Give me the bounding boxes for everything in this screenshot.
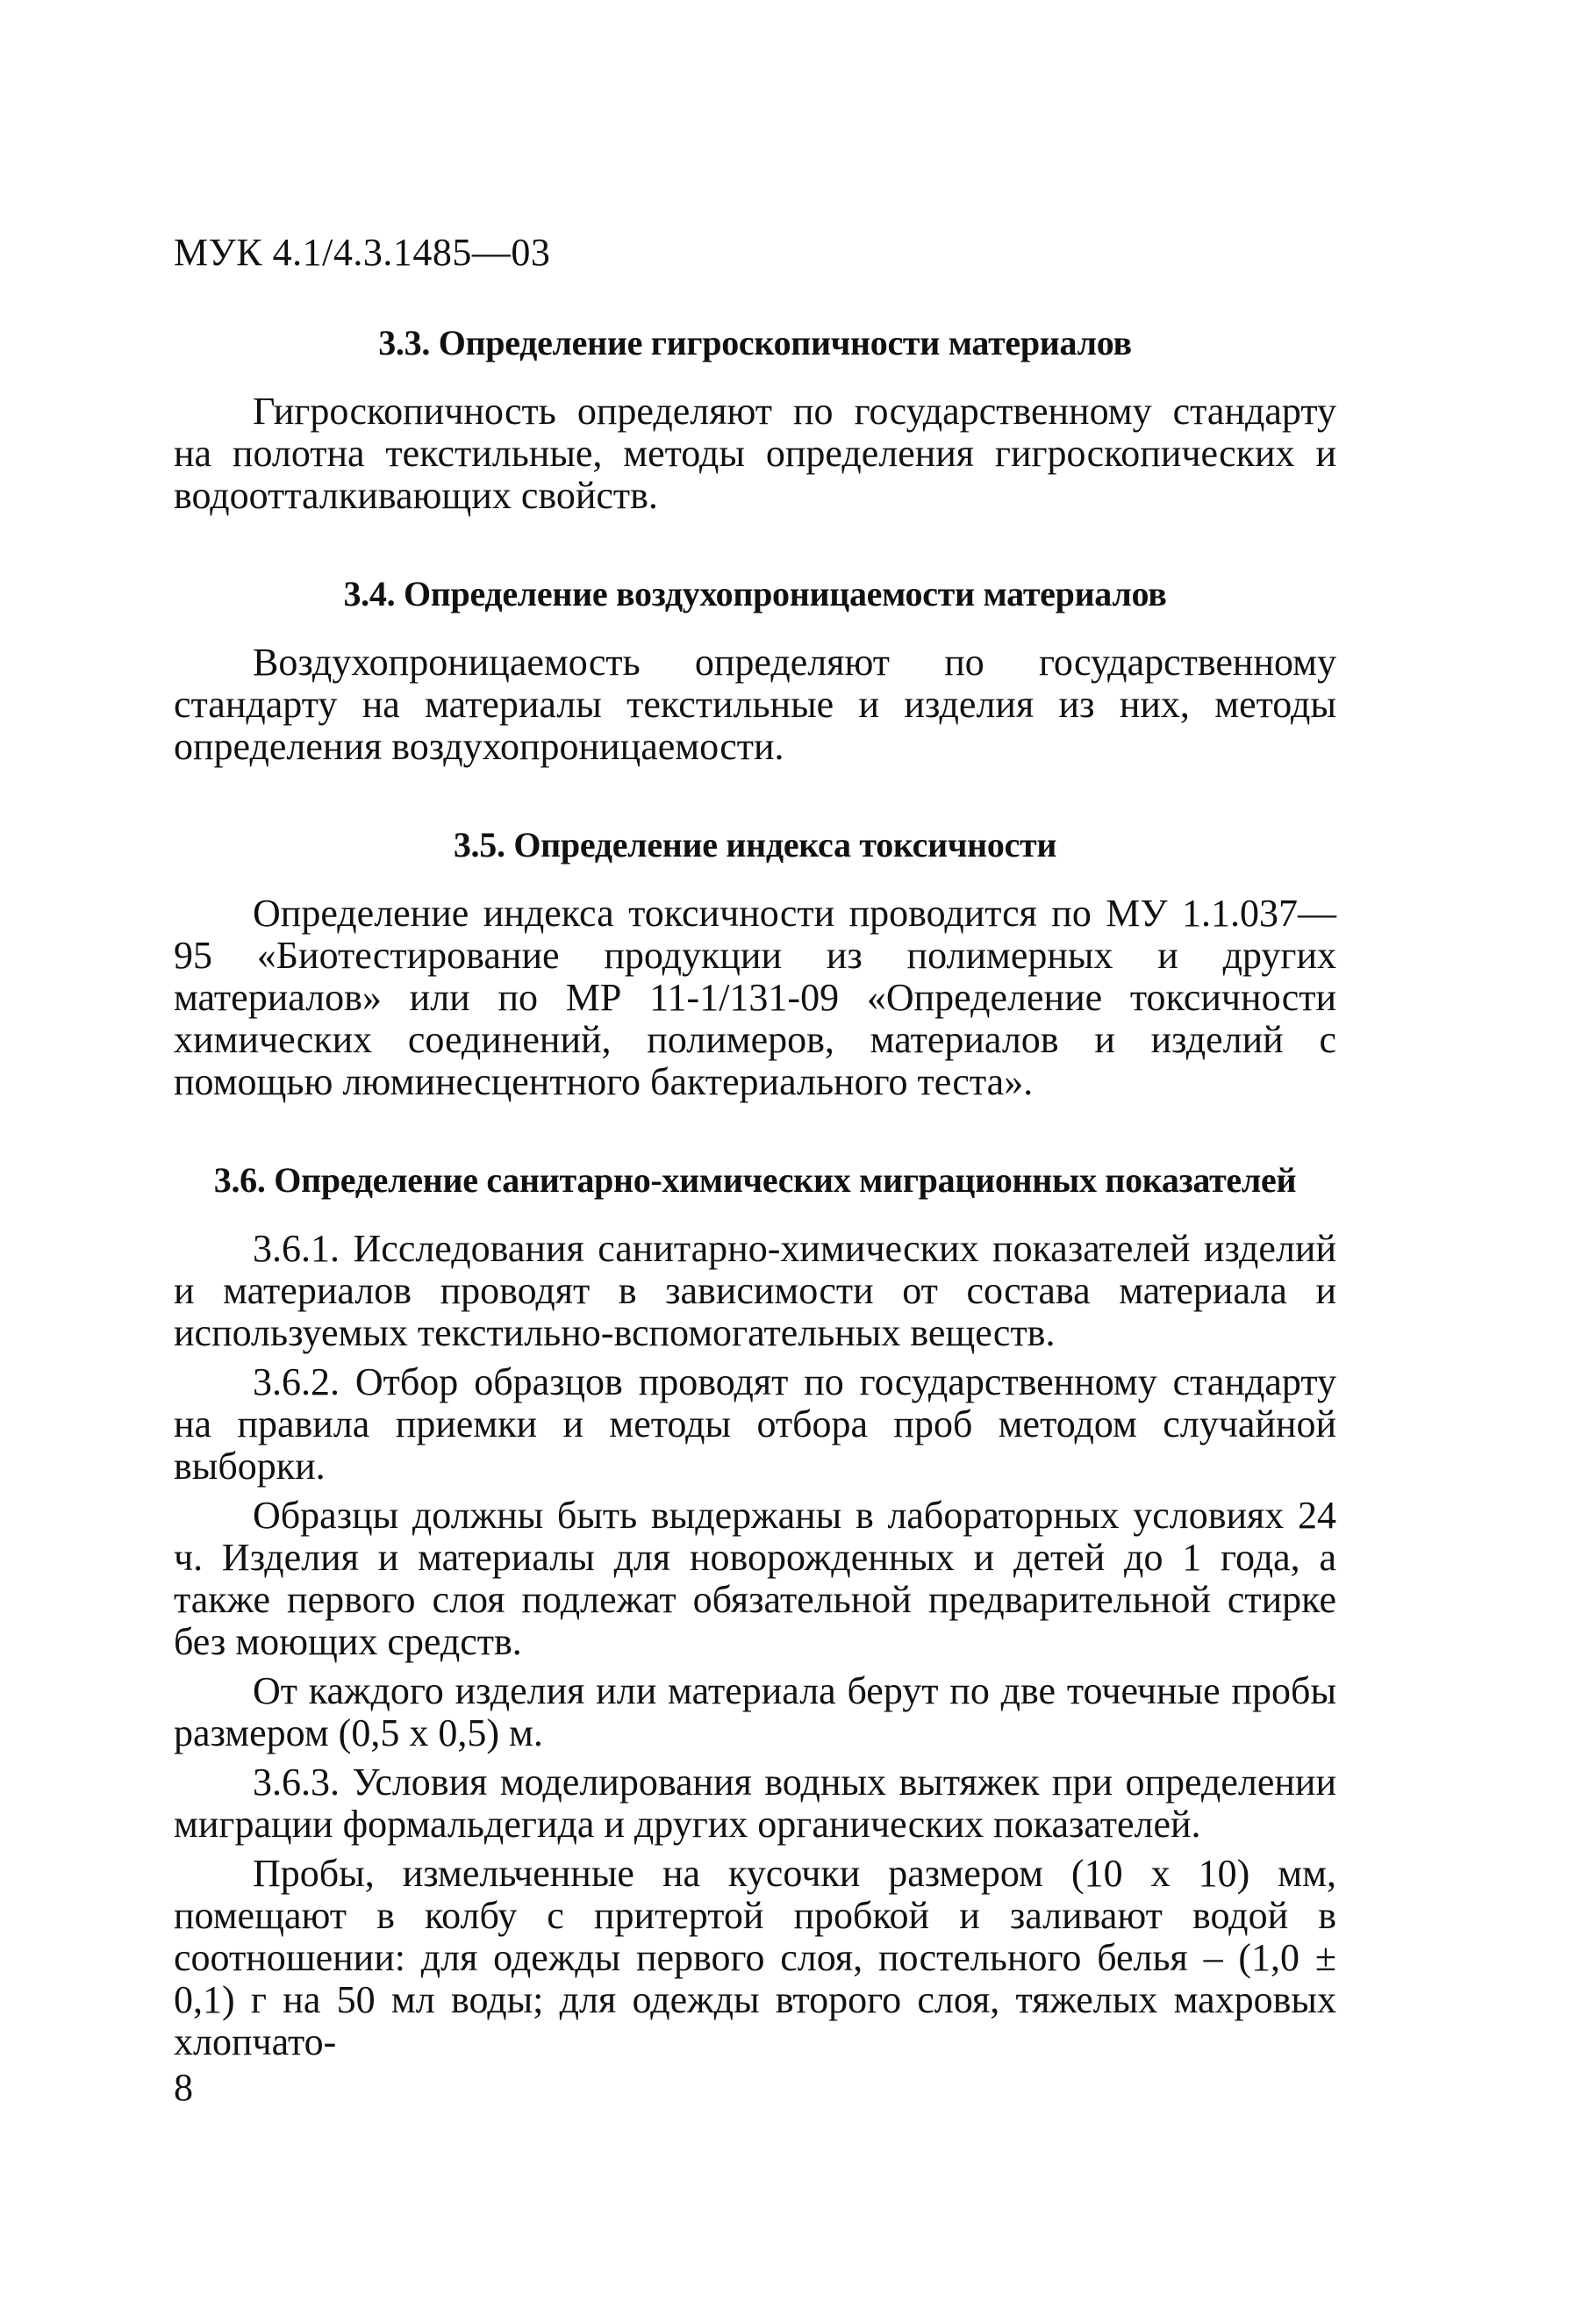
paragraph: 3.6.2. Отбор образцов проводят по государственному стандарту на правила приемки и методы отбора проб методом случайной выборки. xyxy=(174,1360,1336,1488)
document-code: МУК 4.1/4.3.1485—03 xyxy=(174,231,551,274)
paragraph: Воздухопроницаемость определяют по государственному стандарту на материалы текстильные и изделия из них, методы определения воздухопроницаемости. xyxy=(174,641,1336,768)
section-3-5 xyxy=(174,822,1336,1103)
paragraph: Пробы, измельченные на кусочки размером (10 х 10) мм, помещают в колбу с притертой пробкой и заливают водой в соотношении: для одежды первого слоя, постельного белья – (1,0 ± 0,1) г на 50 мл воды; для одежды второго слоя, тяжелых махровых хлопчато- xyxy=(174,1852,1336,2063)
section-heading: 3.3. Определение гигроскопичности материалов xyxy=(378,323,1132,362)
section-3-3 xyxy=(174,320,1336,517)
paragraph: 3.6.3. Условия моделирования водных вытяжек при определении миграции формальдегида и других органических показателей. xyxy=(174,1761,1336,1846)
section-heading: 3.4. Определение воздухопроницаемости материалов xyxy=(343,574,1167,613)
page-number: 8 xyxy=(174,2066,193,2109)
section-heading: 3.5. Определение индекса токсичности xyxy=(453,825,1057,864)
paragraph: Определение индекса токсичности проводится по МУ 1.1.037—95 «Биотестирование продукции из полимерных и других материалов» или по МР 11-1/131-09 «Определение токсичности химических соединений, полимеров, материалов и изделий с помощью люминесцентного бактериального теста». xyxy=(174,892,1336,1103)
section-3-4 xyxy=(174,571,1336,768)
paragraph: Гигроскопичность определяют по государственному стандарту на полотна текстильные, методы определения гигроскопических и водоотталкивающих свойств. xyxy=(174,390,1336,517)
paragraph: Образцы должны быть выдержаны в лабораторных условиях 24 ч. Изделия и материалы для новорожденных и детей до 1 года, а также первого слоя подлежат обязательной предварительной стирке без моющих средств. xyxy=(174,1494,1336,1663)
section-heading: 3.6. Определение санитарно-химических миграционных показателей xyxy=(213,1160,1297,1200)
paragraph: 3.6.1. Исследования санитарно-химических показателей изделий и материалов проводят в зависимости от состава материала и используемых текстильно-вспомогательных веществ. xyxy=(174,1227,1336,1354)
section-3-6 xyxy=(174,1158,1336,2063)
paragraph: От каждого изделия или материала берут по две точечные пробы размером (0,5 х 0,5) м. xyxy=(174,1669,1336,1754)
document-body xyxy=(174,320,1336,2118)
